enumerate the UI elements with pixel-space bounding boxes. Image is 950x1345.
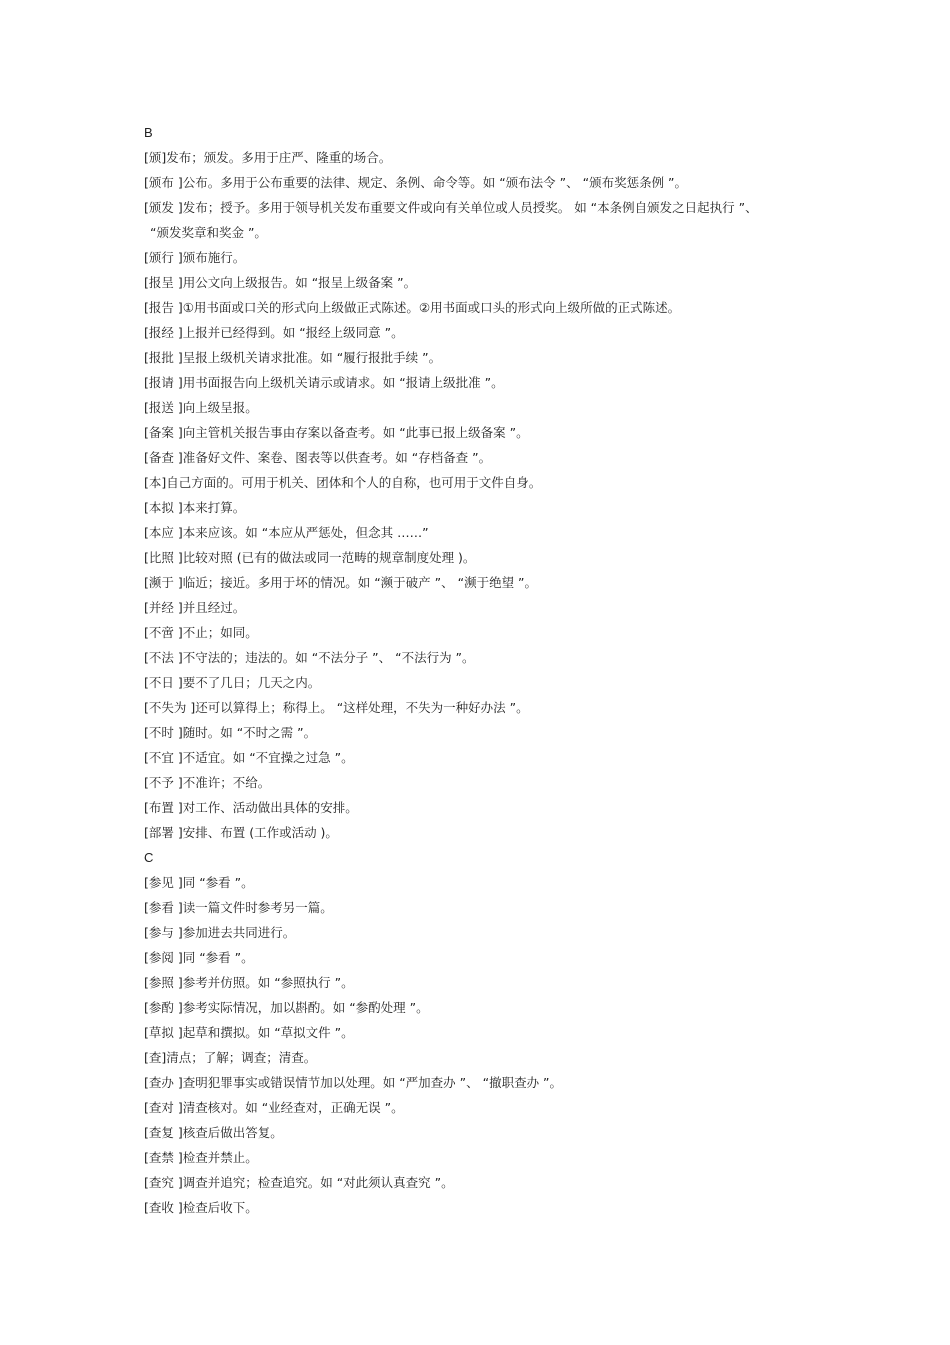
glossary-entry: [备查 ]准备好文件、案卷、图表等以供查考。如 “存档备查 ”。 — [144, 450, 492, 465]
glossary-entry: [不宜 ]不适宜。如 “不宜操之过急 ”。 — [144, 750, 354, 765]
glossary-entry: [不时 ]随时。如 “不时之需 ”。 — [144, 725, 317, 740]
glossary-entry: [并经 ]并且经过。 — [144, 600, 246, 615]
glossary-entry: [参照 ]参考并仿照。如 “参照执行 ”。 — [144, 975, 354, 990]
glossary-entry: [颁布 ]公布。多用于公布重要的法律、规定、条例、命令等。如 “颁布法令 ”、 “颁布奖惩条例 ”。 — [144, 175, 688, 190]
glossary-entry: [颁发 ]发布；授予。多用于领导机关发布重要文件或向有关单位或人员授奖。 如 “本条例自颁发之日起执行 ”、 — [144, 200, 758, 215]
glossary-entry: [草拟 ]起草和撰拟。如 “草拟文件 ”。 — [144, 1025, 354, 1040]
glossary-entry: [比照 ]比较对照 (已有的做法或同一范畴的规章制度处理 )。 — [144, 550, 476, 565]
glossary-entry: [查复 ]核查后做出答复。 — [144, 1125, 283, 1140]
glossary-entry: [部署 ]安排、布置 (工作或活动 )。 — [144, 825, 338, 840]
glossary-entry: [报告 ]①用书面或口关的形式向上级做正式陈述。②用书面或口头的形式向上级所做的正式陈述。 — [144, 300, 681, 315]
glossary-entry: [本]自己方面的。可用于机关、团体和个人的自称，也可用于文件自身。 — [144, 475, 542, 490]
section-heading: C — [144, 850, 154, 865]
glossary-entry: [报呈 ]用公文向上级报告。如 “报呈上级备案 ”。 — [144, 275, 417, 290]
glossary-entry: [颁]发布；颁发。多用于庄严、隆重的场合。 — [144, 150, 392, 165]
glossary-entry: [查]清点；了解；调查；清查。 — [144, 1050, 317, 1065]
glossary-entry: [不予 ]不准许；不给。 — [144, 775, 271, 790]
glossary-entry: [参与 ]参加进去共同进行。 — [144, 925, 296, 940]
glossary-entry: [查究 ]调查并追究；检查追究。如 “对此须认真查究 ”。 — [144, 1175, 454, 1190]
glossary-entry: [报经 ]上报并已经得到。如 “报经上级同意 ”。 — [144, 325, 404, 340]
glossary-entry: [报送 ]向上级呈报。 — [144, 400, 258, 415]
glossary-entry: [不日 ]要不了几日；几天之内。 — [144, 675, 321, 690]
glossary-entry: [报批 ]呈报上级机关请求批准。如 “履行报批手续 ”。 — [144, 350, 442, 365]
glossary-entry: [报请 ]用书面报告向上级机关请示或请求。如 “报请上级批准 ”。 — [144, 375, 504, 390]
glossary-entry: [颁行 ]颁布施行。 — [144, 250, 246, 265]
glossary-entry: [查办 ]查明犯罪事实或错误情节加以处理。如 “严加查办 ”、 “撤职查办 ”。 — [144, 1075, 563, 1090]
glossary-entry: [查对 ]清查核对。如 “业经查对，正确无误 ”。 — [144, 1100, 404, 1115]
section-heading: B — [144, 125, 153, 140]
glossary-entry: [参阅 ]同 “参看 ”。 — [144, 950, 254, 965]
document-page — [144, 120, 824, 1220]
glossary-entry: [不失为 ]还可以算得上；称得上。 “这样处理，不失为一种好办法 ”。 — [144, 700, 529, 715]
glossary-entry: [不啻 ]不止；如同。 — [144, 625, 258, 640]
glossary-entry: [本应 ]本来应该。如 “本应从严惩处，但念其 ……” — [144, 525, 429, 540]
glossary-entry: [不法 ]不守法的；违法的。如 “不法分子 ”、 “不法行为 ”。 — [144, 650, 475, 665]
glossary-entry: [查禁 ]检查并禁止。 — [144, 1150, 258, 1165]
glossary-entry: [濒于 ]临近；接近。多用于坏的情况。如 “濒于破产 ”、 “濒于绝望 ”。 — [144, 575, 538, 590]
glossary-entry: [本拟 ]本来打算。 — [144, 500, 246, 515]
glossary-entry: [参看 ]读一篇文件时参考另一篇。 — [144, 900, 333, 915]
glossary-entry: [布置 ]对工作、活动做出具体的安排。 — [144, 800, 358, 815]
glossary-entry: [参见 ]同 “参看 ”。 — [144, 875, 254, 890]
glossary-entry: [参酌 ]参考实际情况，加以斟酌。如 “参酌处理 ”。 — [144, 1000, 429, 1015]
entry-continuation: “颁发奖章和奖金 ”。 — [150, 225, 267, 240]
glossary-entry: [备案 ]向主管机关报告事由存案以备查考。如 “此事已报上级备案 ”。 — [144, 425, 529, 440]
glossary-entry: [查收 ]检查后收下。 — [144, 1200, 258, 1215]
